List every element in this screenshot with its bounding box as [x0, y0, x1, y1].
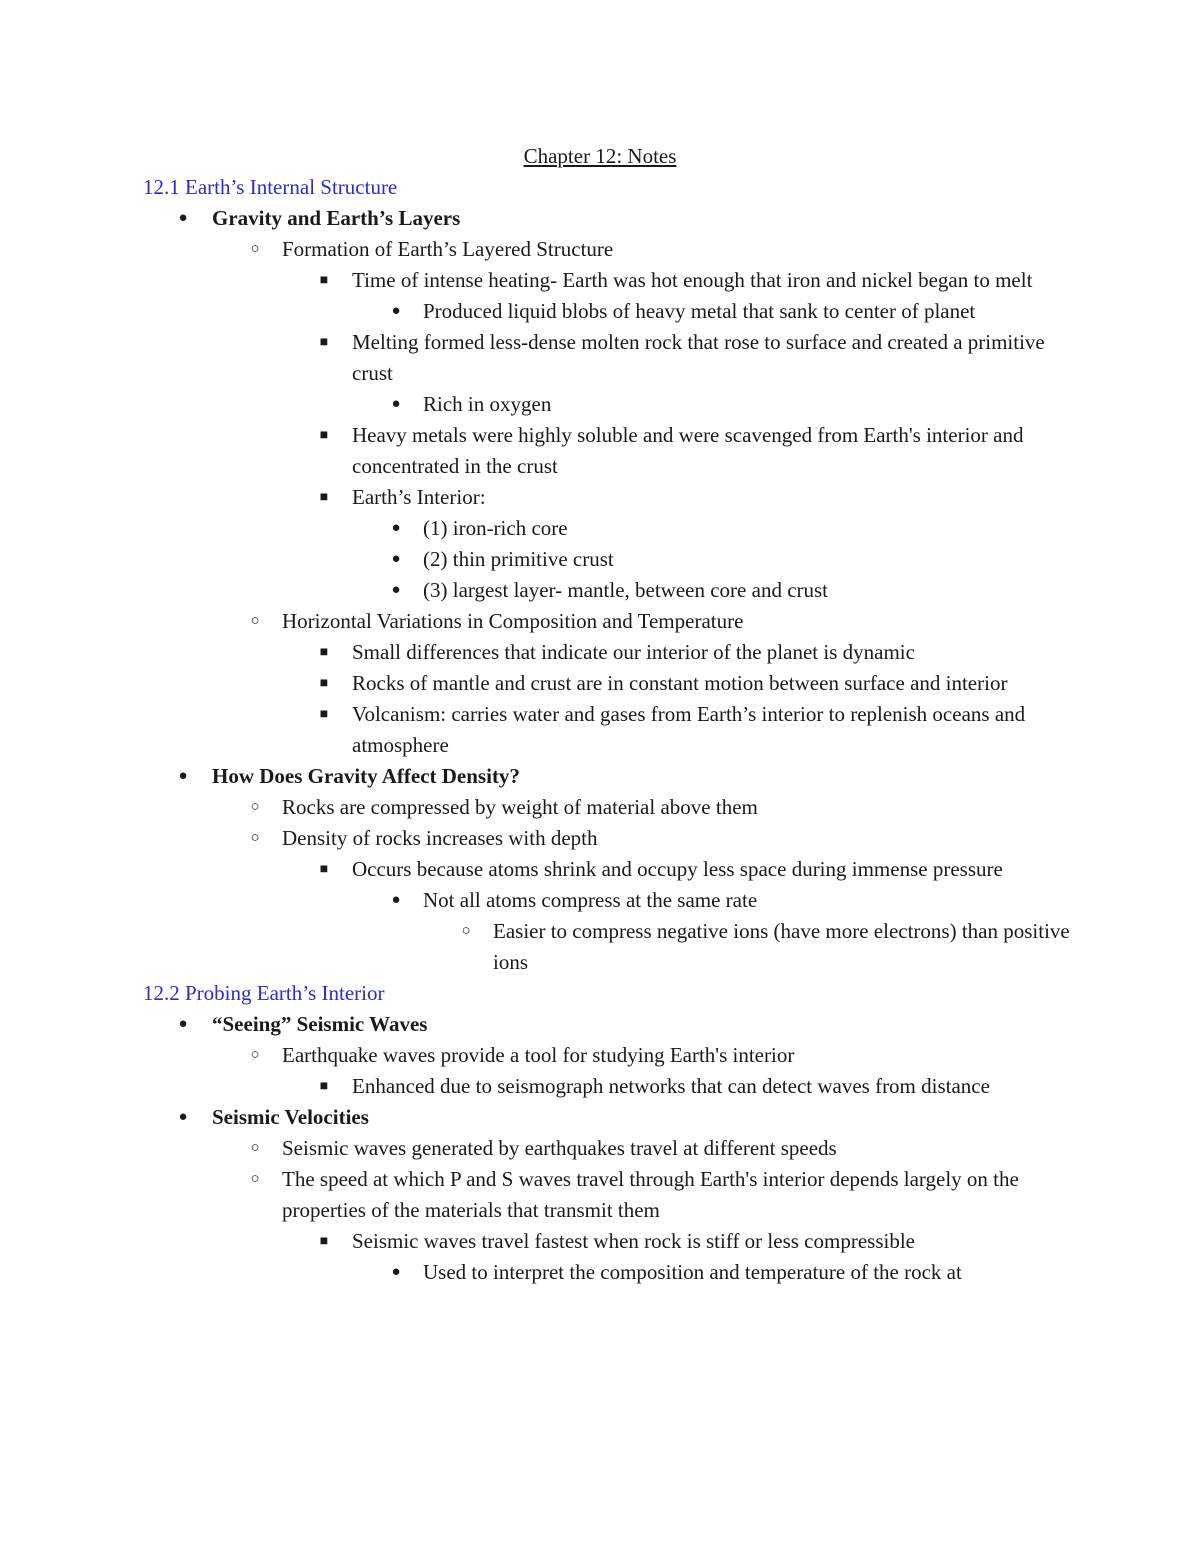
bullet-icon: ■	[319, 335, 329, 350]
list-item-text: Small differences that indicate our interior of the planet is dynamic	[352, 640, 915, 664]
list-item-text: Earth’s Interior:	[352, 485, 486, 509]
list-item-text: Seismic waves generated by earthquakes travel at different speeds	[282, 1136, 837, 1160]
list-item-text: Rich in oxygen	[423, 392, 552, 416]
list-item	[143, 203, 1073, 234]
list-item	[143, 234, 1073, 265]
list-item-text: Volcanism: carries water and gases from Earth’s interior to replenish oceans and atmosphere	[352, 702, 1026, 757]
section-heading: 12.1 Earth’s Internal Structure	[143, 175, 398, 199]
bullet-icon: ●	[391, 303, 401, 319]
list-item-text: Time of intense heating- Earth was hot enough that iron and nickel began to melt	[352, 268, 1033, 292]
bullet-icon: ○	[250, 830, 260, 846]
list-item	[143, 1257, 1073, 1288]
list-item-text: Seismic waves travel fastest when rock is stiff or less compressible	[352, 1229, 915, 1253]
bullet-icon: ●	[391, 892, 401, 908]
list-item-text: Easier to compress negative ions (have more electrons) than positive ions	[493, 919, 1070, 974]
bullet-icon: ●	[178, 210, 188, 226]
list-item	[143, 792, 1073, 823]
bullet-icon: ■	[319, 676, 329, 691]
list-item-text: Gravity and Earth’s Layers	[212, 206, 461, 230]
list-item-text: Density of rocks increases with depth	[282, 826, 598, 850]
list-item	[143, 420, 1073, 482]
list-item	[143, 389, 1073, 420]
bullet-icon: ●	[391, 582, 401, 598]
bullet-icon: ○	[250, 1047, 260, 1063]
list-item-text: “Seeing” Seismic Waves	[212, 1012, 428, 1036]
list-item	[143, 606, 1073, 637]
list-item	[143, 823, 1073, 854]
bullet-icon: ○	[250, 613, 260, 629]
list-item	[143, 1071, 1073, 1102]
list-item	[143, 699, 1073, 761]
bullet-icon: ■	[319, 428, 329, 443]
bullet-icon: ■	[319, 1234, 329, 1249]
list-item-text: Horizontal Variations in Composition and Temperature	[282, 609, 744, 633]
list-item	[143, 668, 1073, 699]
bullet-icon: ○	[250, 799, 260, 815]
list-item	[143, 265, 1073, 296]
bullet-icon: ■	[319, 273, 329, 288]
list-item	[143, 1009, 1073, 1040]
list-item	[143, 1102, 1073, 1133]
list-item	[143, 575, 1073, 606]
list-item	[143, 761, 1073, 792]
bullet-icon: ■	[319, 1079, 329, 1094]
list-item	[143, 885, 1073, 916]
list-item-text: Not all atoms compress at the same rate	[423, 888, 758, 912]
list-item-text: (1) iron-rich core	[423, 516, 568, 540]
bullet-icon: ●	[178, 1016, 188, 1032]
notes-content	[143, 172, 1073, 1288]
bullet-icon: ■	[319, 490, 329, 505]
section-heading: 12.2 Probing Earth’s Interior	[143, 981, 385, 1005]
bullet-icon: ■	[319, 862, 329, 877]
bullet-icon: ■	[319, 645, 329, 660]
list-item-text: Earthquake waves provide a tool for studying Earth's interior	[282, 1043, 795, 1067]
list-item-text: Produced liquid blobs of heavy metal that sank to center of planet	[423, 299, 976, 323]
list-item-text: (3) largest layer- mantle, between core and crust	[423, 578, 829, 602]
list-item-text: Enhanced due to seismograph networks that can detect waves from distance	[352, 1074, 990, 1098]
bullet-icon: ●	[178, 1109, 188, 1125]
list-item-text: Rocks are compressed by weight of material above them	[282, 795, 758, 819]
list-item-text: Used to interpret the composition and temperature of the rock at	[423, 1260, 962, 1284]
bullet-icon: ■	[319, 707, 329, 722]
bullet-icon: ●	[391, 551, 401, 567]
list-item-text: How Does Gravity Affect Density?	[212, 764, 520, 788]
list-item-text: Heavy metals were highly soluble and were scavenged from Earth's interior and concentrated in the crust	[352, 423, 1024, 478]
list-item-text: Rocks of mantle and crust are in constant motion between surface and interior	[352, 671, 1008, 695]
bullet-icon: ○	[461, 923, 471, 939]
list-item	[143, 544, 1073, 575]
list-item-text: (2) thin primitive crust	[423, 547, 614, 571]
page-title: Chapter 12: Notes	[523, 144, 677, 168]
list-item-text: Melting formed less-dense molten rock that rose to surface and created a primitive crust	[352, 330, 1045, 385]
list-item	[143, 482, 1073, 513]
bullet-icon: ●	[391, 396, 401, 412]
list-item	[143, 513, 1073, 544]
list-item	[143, 637, 1073, 668]
bullet-icon: ●	[178, 768, 188, 784]
bullet-icon: ○	[250, 241, 260, 257]
bullet-icon: ○	[250, 1140, 260, 1156]
list-item	[143, 327, 1073, 389]
list-item	[143, 1164, 1073, 1226]
list-item-text: Occurs because atoms shrink and occupy less space during immense pressure	[352, 857, 1003, 881]
list-item	[143, 1040, 1073, 1071]
bullet-icon: ●	[391, 520, 401, 536]
list-item-text: Formation of Earth’s Layered Structure	[282, 237, 614, 261]
bullet-icon: ●	[391, 1264, 401, 1280]
list-item-text: The speed at which P and S waves travel through Earth's interior depends largely on the properties of the materials that transmit them	[282, 1167, 1019, 1222]
list-item	[143, 854, 1073, 885]
list-item	[143, 1226, 1073, 1257]
list-item	[143, 296, 1073, 327]
list-item	[143, 916, 1073, 978]
list-item	[143, 1133, 1073, 1164]
bullet-icon: ○	[250, 1171, 260, 1187]
list-item-text: Seismic Velocities	[212, 1105, 369, 1129]
